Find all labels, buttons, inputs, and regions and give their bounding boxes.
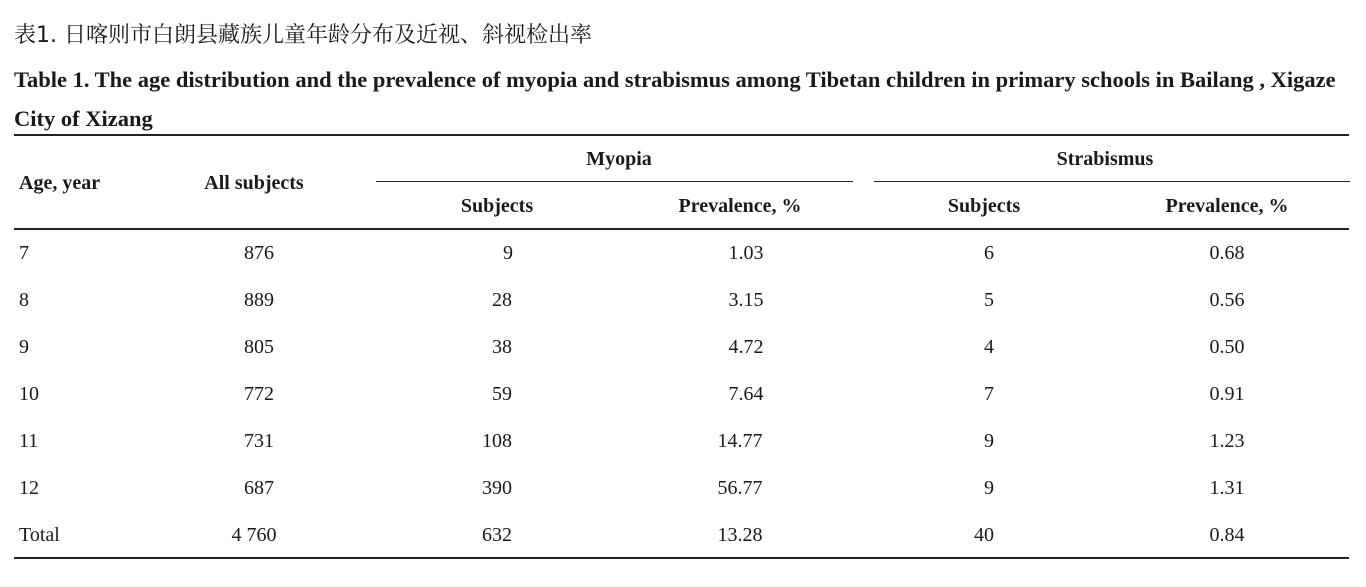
cell-myopia-prevalence-total: 13.28 [717,524,763,546]
cell-strabismus-subjects: 5 [984,289,994,311]
cell-all-subjects: 772 [244,383,274,405]
caption-english: Table 1. The age distribution and the prevalence of myopia and strabismus among Tibetan children in primary schools in Bailang , Xigaze City of Xizang [14,67,1336,131]
top-rule [14,134,1349,136]
cell-strabismus-subjects-total: 40 [974,524,994,546]
cell-myopia-prevalence: 1.03 [728,242,764,264]
cell-strabismus-subjects: 7 [984,383,994,405]
cell-strabismus-prevalence: 1.31 [1209,477,1245,499]
cell-strabismus-prevalence: 0.91 [1209,383,1245,405]
cell-age: 8 [19,289,29,311]
cell-myopia-subjects: 390 [482,477,512,499]
cell-all-subjects: 805 [244,336,274,358]
myopia-underline [376,181,853,182]
cell-myopia-subjects: 28 [492,289,512,311]
cell-strabismus-subjects: 9 [984,430,994,452]
cell-myopia-prevalence: 3.15 [728,289,764,311]
cell-myopia-prevalence: 4.72 [728,336,764,358]
cell-myopia-subjects: 9 [503,242,513,264]
header-myopia-subjects: Subjects [460,195,534,217]
cell-all-subjects-total: 4 760 [231,524,277,546]
cell-myopia-subjects: 38 [492,336,512,358]
cell-age: 9 [19,336,29,358]
caption-chinese: 表1. 日喀则市白朗县藏族儿童年龄分布及近视、斜视检出率 [14,23,592,48]
header-strabismus-subjects: Subjects [947,195,1021,217]
cell-all-subjects: 889 [244,289,274,311]
cell-strabismus-prevalence: 1.23 [1209,430,1245,452]
cell-myopia-prevalence: 14.77 [717,430,763,452]
cell-all-subjects: 731 [244,430,274,452]
strabismus-underline [874,181,1350,182]
cell-age: 7 [19,242,29,264]
header-strabismus: Strabismus [1056,148,1154,170]
cell-strabismus-subjects: 9 [984,477,994,499]
cell-strabismus-prevalence-total: 0.84 [1209,524,1245,546]
cell-all-subjects: 687 [244,477,274,499]
cell-age: 10 [19,383,39,405]
cell-myopia-subjects: 59 [492,383,512,405]
cell-myopia-prevalence: 7.64 [728,383,764,405]
header-myopia-prevalence: Prevalence, % [678,195,802,217]
cell-strabismus-prevalence: 0.68 [1209,242,1245,264]
cell-strabismus-subjects: 4 [984,336,994,358]
cell-all-subjects: 876 [244,242,274,264]
cell-myopia-prevalence: 56.77 [717,477,763,499]
header-rule [14,228,1349,230]
cell-strabismus-prevalence: 0.56 [1209,289,1245,311]
header-strabismus-prevalence: Prevalence, % [1165,195,1289,217]
cell-strabismus-subjects: 6 [984,242,994,264]
cell-age: 12 [19,477,39,499]
cell-age-total: Total [19,524,60,546]
bottom-rule [14,557,1349,559]
header-all-subjects: All subjects [204,172,304,194]
cell-myopia-subjects: 108 [482,430,512,452]
cell-strabismus-prevalence: 0.50 [1209,336,1245,358]
header-myopia: Myopia [586,148,652,170]
cell-age: 11 [19,430,39,452]
cell-myopia-subjects-total: 632 [482,524,512,546]
header-age: Age, year [19,172,101,194]
